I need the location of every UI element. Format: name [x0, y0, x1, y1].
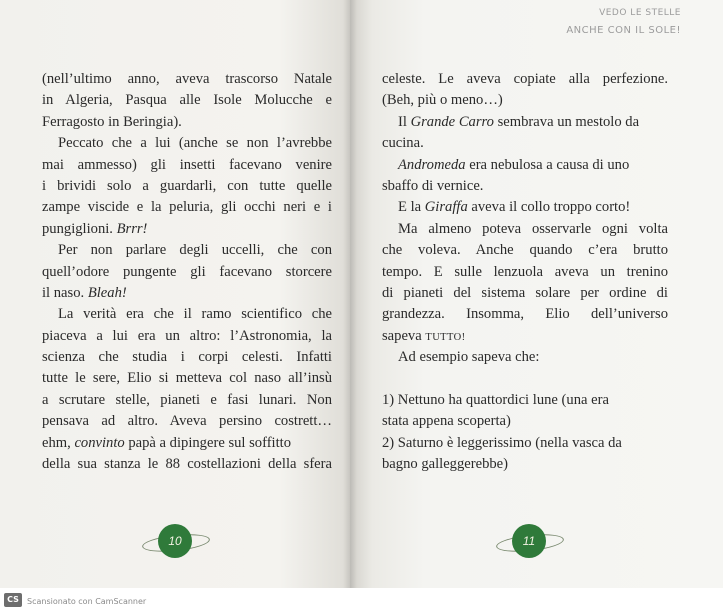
text-line: (nell’ultimo anno, aveva trascorso Natale: [42, 71, 332, 87]
text-line: [42, 283, 332, 304]
text-line: scienza che studia i corpi celesti. Infatti: [42, 349, 332, 366]
text-line: tutte le sere, Elio si metteva col naso all’insù: [42, 370, 332, 387]
camscanner-logo-icon: CS: [4, 593, 22, 607]
text-line: Ferragosto in Beringia).: [42, 113, 182, 130]
book-gutter: [343, 0, 357, 588]
text-line: della sua stanza le 88 costellazioni della sfera: [42, 456, 332, 473]
text-line: di pianeti del sistema solare per ordine di: [382, 284, 668, 301]
text-line: pensava ad altro. Aveva persino costrett…: [42, 413, 332, 430]
italic-fragment: convinto: [74, 434, 125, 451]
text-line: [382, 155, 668, 176]
scanner-footer: [0, 588, 723, 614]
italic-fragment: Grande Carro: [410, 113, 494, 130]
text-line: Peccato che a lui (anche se non l’avrebbe: [58, 135, 332, 152]
text-line: [42, 433, 332, 454]
text-line: La verità era che il ramo scientifico che: [58, 306, 332, 323]
text-line: [382, 326, 668, 347]
text-line: sbaffo di vernice.: [382, 177, 484, 194]
left-page-text: [42, 69, 332, 475]
running-head: [566, 8, 681, 36]
text-line: [382, 112, 668, 133]
text-fragment: sapeva: [382, 327, 422, 344]
running-head-line1: VEDO LE STELLE: [599, 8, 681, 18]
text-line: 2) Saturno è leggerissimo (nella vasca da: [382, 434, 622, 451]
right-page-text: [382, 69, 668, 475]
text-line: mai ammesso) gli insetti facevano venire: [42, 156, 332, 173]
smallcaps-fragment: TUTTO!: [425, 331, 466, 343]
blank-line: [382, 368, 668, 389]
text-line: a scrutare stelle, pianeti e fasi lunari. Non: [42, 391, 332, 408]
page-number-right: 11: [512, 524, 546, 558]
text-fragment: Il: [398, 113, 407, 130]
text-fragment: sembrava un mestolo da: [497, 113, 640, 130]
text-line: celeste. Le aveva copiate alla perfezione.: [382, 71, 668, 87]
text-line: grandezza. Insomma, Elio dell’universo: [382, 306, 668, 323]
italic-fragment: Bleah!: [87, 284, 127, 301]
text-line: piaceva a lui era un altro: l’Astronomia, la: [42, 327, 332, 344]
text-line: cucina.: [382, 135, 424, 152]
text-line: 1) Nettuno ha quattordici lune (una era: [382, 391, 609, 408]
text-line: Ma almeno poteva osservarle ogni volta: [398, 220, 668, 237]
text-line: in Algeria, Pasqua alle Isole Molucche e: [42, 92, 332, 109]
text-line: Ad esempio sapeva che:: [398, 349, 540, 366]
text-line: quell’odore pungente gli facevano storcere: [42, 263, 332, 280]
text-line: [382, 197, 668, 218]
text-fragment: aveva il collo troppo corto!: [471, 199, 631, 216]
text-line: i brividi solo a guardarli, con tutte quelle: [42, 177, 332, 194]
text-line: tempo. E sulle lenzuola aveva un trenino: [382, 263, 668, 280]
page-number-left: 10: [158, 524, 192, 558]
left-page: [0, 0, 350, 588]
italic-fragment: Brrr!: [116, 220, 148, 237]
text-fragment: pungiglioni.: [42, 220, 113, 237]
text-fragment: il naso.: [42, 284, 85, 301]
text-fragment: E la: [398, 199, 422, 216]
italic-fragment: Andromeda: [398, 156, 466, 173]
right-page: [350, 0, 723, 588]
text-fragment: papà a dipingere sul soffitto: [128, 434, 292, 451]
text-line: (Beh, più o meno…): [382, 92, 503, 109]
text-fragment: ehm,: [42, 434, 71, 451]
text-line: che voleva. Anche quando c’era brutto: [382, 242, 668, 259]
text-line: zampe viscide e la peluria, gli occhi neri e i: [42, 199, 332, 216]
running-head-line2: ANCHE CON IL SOLE!: [566, 25, 681, 36]
text-fragment: era nebulosa a causa di uno: [469, 156, 630, 173]
text-line: [42, 219, 332, 240]
text-line: Per non parlare degli uccelli, che con: [58, 242, 332, 259]
text-line: bagno galleggerebbe): [382, 456, 509, 473]
italic-fragment: Giraffa: [424, 199, 468, 216]
text-line: stata appena scoperta): [382, 413, 511, 430]
scanner-watermark-text: Scansionato con CamScanner: [27, 597, 147, 606]
